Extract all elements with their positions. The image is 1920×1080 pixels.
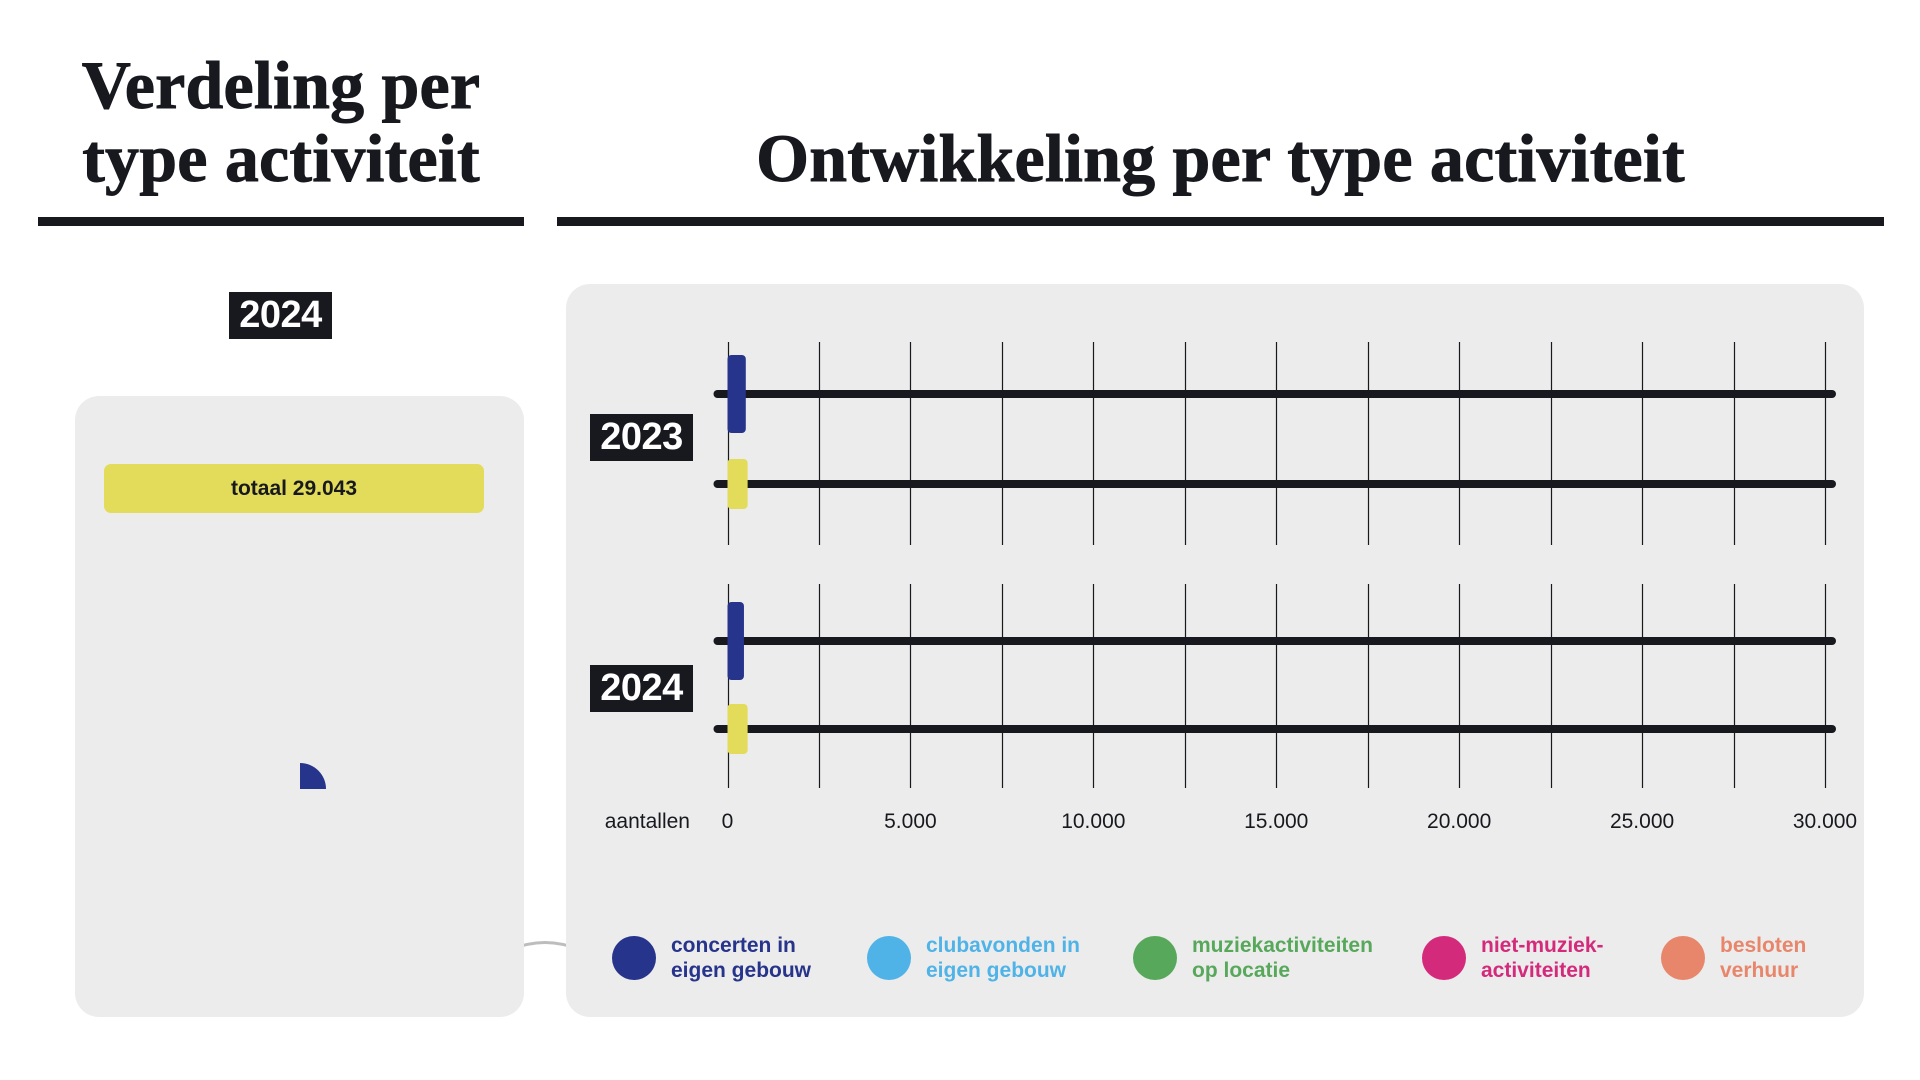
bar-2024-series-0 [728, 602, 744, 680]
legend-label: concerten in eigen gebouw [671, 934, 812, 982]
gridlines [729, 342, 1826, 788]
legend-swatch [867, 936, 911, 980]
pie-slice [300, 763, 326, 789]
legend-item-besloten-verhuur[interactable] [1661, 933, 1840, 983]
legend-label: niet-muziek-activiteiten [1481, 934, 1604, 982]
bar-2023-series-1 [728, 459, 748, 509]
x-tick-label: 25.000 [1609, 810, 1675, 833]
distribution-year-badge: 2024 [229, 292, 332, 339]
development-panel [566, 284, 1864, 1017]
chart-legend [566, 933, 1864, 983]
bar-tracks [718, 394, 1833, 729]
bar-2024-series-1 [728, 704, 748, 754]
category-label-2024: 2024 [590, 665, 693, 712]
category-label-2023: 2023 [590, 414, 693, 461]
x-tick-label: 30.000 [1792, 810, 1858, 833]
x-tick-label: 15.000 [1244, 810, 1309, 833]
distribution-pie-chart [75, 396, 524, 1017]
x-axis-label: aantallen [604, 810, 690, 833]
legend-label: muziekactiviteiten op locatie [1192, 934, 1373, 982]
legend-swatch [1133, 936, 1177, 980]
development-bar-chart [566, 284, 1864, 1017]
x-axis-tick-labels [722, 810, 1857, 833]
legend-swatch [1661, 936, 1705, 980]
bar-2023-series-0 [728, 355, 746, 433]
development-heading: Ontwikkeling per type activiteit [756, 120, 1685, 196]
x-tick-label: 5.000 [884, 810, 937, 833]
x-tick-label: 20.000 [1427, 810, 1492, 833]
legend-item-clubavonden-in-eigen-gebouw[interactable] [867, 933, 1096, 983]
distribution-heading-rule [38, 217, 524, 226]
total-label: totaal 29.043 [104, 464, 484, 513]
x-tick-label: 10.000 [1061, 810, 1126, 833]
legend-swatch [1422, 936, 1466, 980]
legend-item-muziekactiviteiten-op-locatie[interactable] [1133, 933, 1387, 983]
legend-item-niet-muziek-activiteiten[interactable] [1422, 933, 1631, 983]
legend-swatch [612, 936, 656, 980]
distribution-heading: Verdeling per type activiteit [81, 47, 481, 196]
x-tick-label: 0 [721, 810, 734, 833]
legend-item-concerten-in-eigen-gebouw[interactable] [612, 933, 831, 983]
legend-label: clubavonden in eigen gebouw [926, 934, 1081, 982]
distribution-panel [75, 396, 524, 1017]
development-heading-rule [557, 217, 1884, 226]
legend-label: besloten verhuur [1720, 934, 1807, 982]
bars [728, 355, 748, 754]
